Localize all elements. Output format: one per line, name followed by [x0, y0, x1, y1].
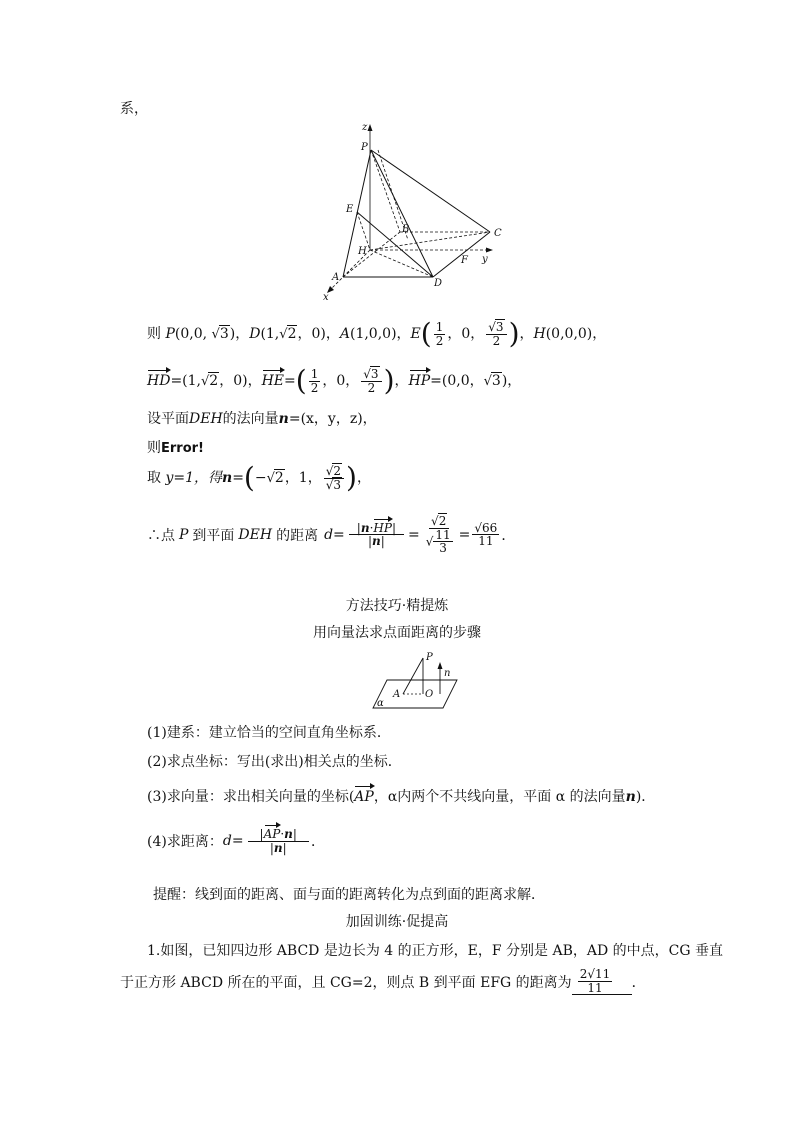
distance-tail: 的距离	[276, 527, 319, 544]
step-3a: (3)求向量：求出相关向量的坐标(	[147, 789, 355, 805]
distance-result-den: 11	[478, 534, 494, 549]
step-1: (1)建系：建立恰当的空间直角坐标系．	[147, 725, 391, 741]
problem-line-2	[120, 968, 646, 995]
vectors-line: HD=(1,√2，0)，HE=( $\frac{1}{2}$ ，0， $\frac{√3}{2}$ )，HP=(0,0，√3)，	[147, 364, 522, 397]
take-y-prefix: 取	[147, 470, 161, 486]
label-D: D	[434, 278, 443, 289]
normal-value: =(x，y，z)，	[288, 411, 377, 427]
label-x: x	[323, 292, 329, 303]
distance-point: P	[179, 526, 189, 543]
normal-plane: DEH	[189, 411, 223, 427]
label-C: C	[494, 228, 502, 239]
intro-text: 系，	[120, 101, 148, 117]
label-F: F	[461, 255, 468, 266]
step-4: (4)求距离： d = $\frac{|AP\cdot n|}{|n|}$ ．	[147, 827, 325, 855]
then-text: 则	[147, 440, 161, 456]
take-y-line: 取 y=1，得n=(−√2，1， $\frac{√2}{√3}$ )，	[147, 461, 371, 494]
pyramid-figure	[318, 120, 508, 305]
label-A: A	[332, 272, 340, 283]
problem-line-1: 1.如图，已知四边形 ABCD 是边长为 4 的正方形，E，F 分别是 AB，AD 的中点，CG 垂直	[147, 943, 724, 959]
method-title: 方法技巧·精提炼	[345, 598, 449, 614]
step-3c: )．	[635, 789, 656, 805]
step-3b: ，α内两个不共线向量，平面 α 的法向量	[373, 789, 626, 805]
error-text: Error!	[161, 441, 204, 456]
label-H: H	[358, 246, 367, 257]
distance-plane: DEH	[238, 526, 273, 543]
answer-num: 2√11	[579, 967, 611, 981]
distance-var: d	[324, 526, 334, 543]
practice-title: 加固训练·促提高	[345, 914, 449, 930]
normal-prefix: 设平面	[147, 411, 189, 427]
answer-den: 11	[587, 980, 603, 995]
normal-vector-line: 设平面DEH的法向量n=(x，y，z)，	[147, 411, 377, 427]
distance-result-num: √66	[474, 520, 498, 535]
label-B: B	[402, 224, 410, 235]
error-line	[147, 437, 204, 457]
label-O: O	[425, 689, 434, 700]
step-3: (3)求向量：求出相关向量的坐标(AP，α内两个不共线向量，平面 α 的法向量n)．	[147, 789, 656, 805]
label-A2: A	[393, 689, 401, 700]
label-z: z	[362, 122, 368, 133]
step-4-label: (4)求距离：	[147, 834, 223, 851]
tip-text: 提醒：线到面的距离、面与面的距离转化为点到面的距离求解．	[153, 887, 545, 903]
label-P: P	[361, 142, 368, 153]
label-E: E	[346, 204, 354, 215]
label-n: n	[444, 668, 451, 679]
distance-prefix: ∴点	[147, 527, 175, 544]
label-P2: P	[426, 652, 433, 663]
distance-mid: 到平面	[192, 527, 235, 544]
coords-prefix: 则	[147, 326, 161, 342]
coords-line: 则 P(0,0, √3)，D(1,√2，0)，A(1,0,0)，E( $\frac{1}{2}$ ，0， $\frac{√3}{2}$ )，H(0,0,0)，	[147, 317, 607, 350]
problem-end: ．	[631, 974, 646, 991]
label-y: y	[482, 254, 488, 265]
step-2: (2)求点坐标：写出(求出)相关点的坐标．	[147, 754, 402, 770]
method-subtitle: 用向量法求点面距离的步骤	[313, 625, 481, 641]
problem-line-2-text: 于正方形 ABCD 所在的平面，且 CG=2，则点 B 到平面 EFG 的距离为	[120, 974, 572, 991]
plane-figure	[365, 650, 465, 715]
take-y-eq: y=1，得	[165, 470, 222, 486]
normal-mid: 的法向量	[222, 411, 279, 427]
label-alpha: α	[377, 698, 384, 709]
distance-line: ∴点 P 到平面 DEH 的距离 d = $\frac{|n\cdot HP|}{|n|}$ = √2 √ $\frac{11}{3}$ = $\frac{√66}{11}$ ．	[147, 514, 516, 556]
